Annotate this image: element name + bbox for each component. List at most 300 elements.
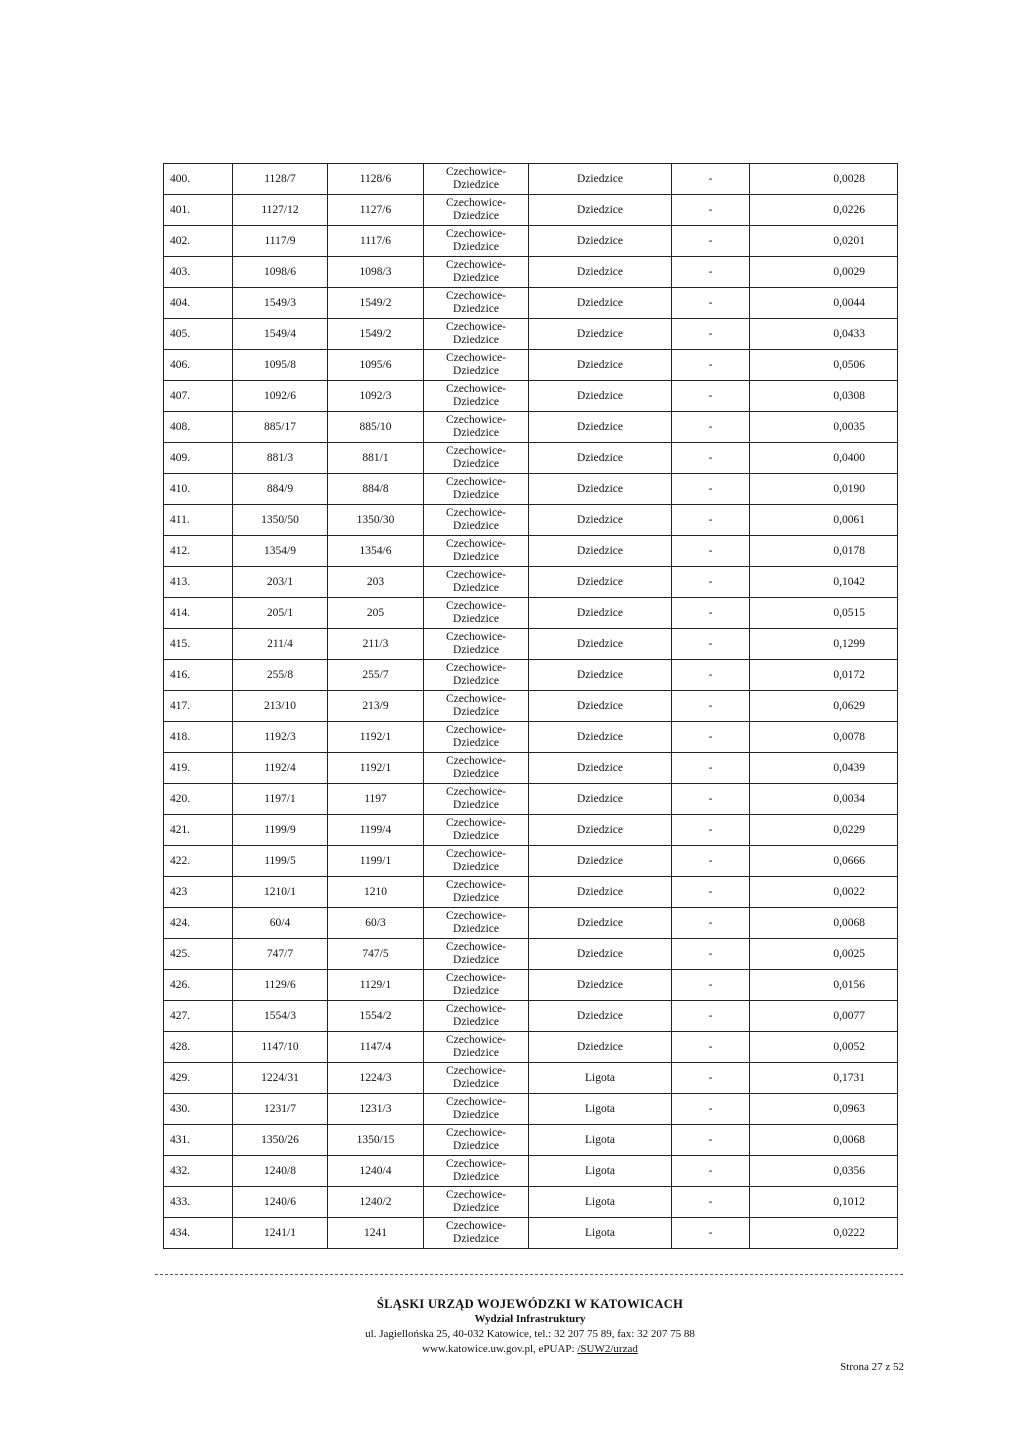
cell-cadastral-area	[529, 1156, 672, 1187]
owner-dash-text: -	[708, 1102, 713, 1115]
parcel-source-text: 211/3	[362, 637, 389, 650]
municipality-line-1: Czechowice-	[445, 1003, 507, 1015]
municipality-line-1: Czechowice-	[445, 352, 507, 364]
cell-cadastral-area	[529, 815, 672, 846]
table-row	[164, 474, 898, 505]
table-row	[164, 691, 898, 722]
cell-parcel-source	[328, 1187, 424, 1218]
cell-parcel-source	[328, 784, 424, 815]
owner-dash-text: -	[708, 265, 713, 278]
cell-cadastral-area	[529, 1032, 672, 1063]
cell-row-number	[164, 722, 233, 753]
parcel-source-text: 884/8	[362, 482, 389, 495]
parcel-new-text: 1210/1	[264, 885, 296, 898]
cell-parcel-new	[233, 784, 328, 815]
parcel-new-text: 1350/26	[261, 1133, 299, 1146]
owner-dash-text: -	[708, 327, 713, 340]
cadastral-area-text: Dziedzice	[577, 575, 623, 588]
row-number-text: 408.	[170, 420, 191, 433]
cadastral-area-text: Dziedzice	[577, 172, 623, 185]
cadastral-area-text: Dziedzice	[577, 730, 623, 743]
cell-cadastral-area	[529, 629, 672, 660]
table-row	[164, 877, 898, 908]
cell-owner-dash	[672, 877, 750, 908]
owner-dash-text: -	[708, 792, 713, 805]
cell-area-ha	[750, 753, 898, 784]
municipality-line-2: Dziedzice	[453, 799, 499, 811]
cadastral-area-text: Dziedzice	[577, 1009, 623, 1022]
area-ha-text: 0,0172	[833, 668, 865, 681]
owner-dash-text: -	[708, 482, 713, 495]
parcel-source-text: 1224/3	[359, 1071, 392, 1084]
cell-parcel-source	[328, 939, 424, 970]
row-number-text: 406.	[170, 358, 191, 371]
table-row	[164, 1218, 898, 1249]
municipality-line-2: Dziedzice	[453, 1202, 499, 1214]
municipality-line-1: Czechowice-	[445, 1189, 507, 1201]
table-row	[164, 753, 898, 784]
cell-row-number	[164, 815, 233, 846]
cell-parcel-new	[233, 1125, 328, 1156]
row-number-text: 404.	[170, 296, 191, 309]
cell-parcel-new	[233, 660, 328, 691]
owner-dash-text: -	[708, 389, 713, 402]
area-ha-text: 0,0156	[833, 978, 865, 991]
parcel-source-text: 1095/6	[359, 358, 392, 371]
parcel-new-text: 1192/3	[264, 730, 296, 743]
municipality-line-1: Czechowice-	[445, 197, 507, 209]
cell-area-ha	[750, 1187, 898, 1218]
parcel-new-text: 1199/9	[264, 823, 296, 836]
table-row	[164, 319, 898, 350]
owner-dash-text: -	[708, 730, 713, 743]
cell-cadastral-area	[529, 877, 672, 908]
cell-parcel-source	[328, 381, 424, 412]
area-ha-text: 0,1042	[833, 575, 865, 588]
parcel-new-text: 213/10	[264, 699, 296, 712]
cell-row-number	[164, 877, 233, 908]
cell-parcel-new	[233, 164, 328, 195]
cadastral-area-text: Dziedzice	[577, 482, 623, 495]
cell-row-number	[164, 691, 233, 722]
municipality-line-1: Czechowice-	[445, 414, 507, 426]
area-ha-text: 0,0077	[833, 1009, 865, 1022]
municipality-line-2: Dziedzice	[453, 241, 499, 253]
cell-parcel-new	[233, 1187, 328, 1218]
area-ha-text: 0,0044	[833, 296, 865, 309]
cadastral-area-text: Dziedzice	[577, 885, 623, 898]
cell-row-number	[164, 474, 233, 505]
parcel-source-text: 1350/30	[356, 513, 395, 526]
parcel-source-text: 1197	[364, 792, 387, 805]
row-number-text: 420.	[170, 792, 191, 805]
cell-owner-dash	[672, 784, 750, 815]
owner-dash-text: -	[708, 1195, 713, 1208]
municipality-line-1: Czechowice-	[445, 693, 507, 705]
cell-cadastral-area	[529, 939, 672, 970]
cell-area-ha	[750, 195, 898, 226]
cell-municipality	[424, 474, 529, 505]
table-row	[164, 598, 898, 629]
municipality-line-2: Dziedzice	[453, 365, 499, 377]
table-row	[164, 536, 898, 567]
cell-cadastral-area	[529, 288, 672, 319]
cell-municipality	[424, 257, 529, 288]
parcel-source-text: 1554/2	[359, 1009, 392, 1022]
cell-municipality	[424, 784, 529, 815]
cell-parcel-new	[233, 722, 328, 753]
cell-cadastral-area	[529, 164, 672, 195]
parcel-new-text: 1197/1	[264, 792, 296, 805]
cell-municipality	[424, 1001, 529, 1032]
footer-department: Wydział Infrastruktury	[474, 1313, 586, 1325]
cell-owner-dash	[672, 350, 750, 381]
cell-parcel-source	[328, 722, 424, 753]
cell-area-ha	[750, 908, 898, 939]
cell-parcel-source	[328, 1063, 424, 1094]
cell-parcel-new	[233, 505, 328, 536]
cell-municipality	[424, 288, 529, 319]
cell-area-ha	[750, 1094, 898, 1125]
area-ha-text: 0,0028	[833, 172, 865, 185]
parcel-new-text: 1240/6	[264, 1195, 296, 1208]
cadastral-area-text: Dziedzice	[577, 327, 623, 340]
owner-dash-text: -	[708, 451, 713, 464]
cell-parcel-source	[328, 195, 424, 226]
cell-parcel-new	[233, 226, 328, 257]
owner-dash-text: -	[708, 606, 713, 619]
parcel-new-text: 885/17	[264, 420, 296, 433]
cell-municipality	[424, 1156, 529, 1187]
municipality-line-1: Czechowice-	[445, 445, 507, 457]
cell-row-number	[164, 1001, 233, 1032]
parcel-source-text: 1240/2	[359, 1195, 392, 1208]
cell-area-ha	[750, 877, 898, 908]
cell-municipality	[424, 691, 529, 722]
cell-cadastral-area	[529, 1125, 672, 1156]
parcel-new-text: 1092/6	[264, 389, 296, 402]
table-row	[164, 1125, 898, 1156]
row-number-text: 430.	[170, 1102, 191, 1115]
cell-parcel-new	[233, 753, 328, 784]
cell-cadastral-area	[529, 722, 672, 753]
area-ha-text: 0,0068	[833, 1133, 865, 1146]
cell-row-number	[164, 784, 233, 815]
cell-municipality	[424, 660, 529, 691]
owner-dash-text: -	[708, 885, 713, 898]
cell-municipality	[424, 1094, 529, 1125]
municipality-line-1: Czechowice-	[445, 755, 507, 767]
cell-row-number	[164, 226, 233, 257]
cadastral-area-text: Ligota	[584, 1226, 616, 1239]
parcel-new-text: 60/4	[269, 916, 291, 929]
cell-parcel-new	[233, 1063, 328, 1094]
municipality-line-1: Czechowice-	[445, 507, 507, 519]
cell-parcel-new	[233, 1094, 328, 1125]
area-ha-text: 0,0222	[833, 1226, 865, 1239]
parcel-source-text: 1549/2	[359, 296, 392, 309]
row-number-text: 428.	[170, 1040, 191, 1053]
cell-cadastral-area	[529, 319, 672, 350]
municipality-line-2: Dziedzice	[453, 303, 499, 315]
cell-parcel-new	[233, 691, 328, 722]
parcel-source-text: 1241	[364, 1226, 387, 1239]
municipality-line-1: Czechowice-	[445, 321, 507, 333]
owner-dash-text: -	[708, 1009, 713, 1022]
footer-organization: ŚLĄSKI URZĄD WOJEWÓDZKI W KATOWICACH	[376, 1297, 684, 1311]
cell-parcel-new	[233, 412, 328, 443]
parcel-source-text: 885/10	[359, 420, 392, 433]
cell-owner-dash	[672, 660, 750, 691]
cell-owner-dash	[672, 939, 750, 970]
cell-municipality	[424, 1125, 529, 1156]
cell-owner-dash	[672, 1218, 750, 1249]
cell-area-ha	[750, 257, 898, 288]
parcel-source-text: 1350/15	[356, 1133, 395, 1146]
cell-parcel-new	[233, 908, 328, 939]
cell-row-number	[164, 195, 233, 226]
parcel-new-text: 1192/4	[264, 761, 296, 774]
table-row	[164, 412, 898, 443]
cadastral-area-text: Dziedzice	[577, 606, 623, 619]
municipality-line-1: Czechowice-	[445, 848, 507, 860]
row-number-text: 424.	[170, 916, 191, 929]
parcel-source-text: 1147/4	[359, 1040, 392, 1053]
parcel-source-text: 881/1	[362, 451, 389, 464]
cell-cadastral-area	[529, 598, 672, 629]
table-row	[164, 195, 898, 226]
parcel-source-text: 1192/1	[359, 730, 392, 743]
cell-area-ha	[750, 536, 898, 567]
area-ha-text: 0,0035	[833, 420, 865, 433]
cell-area-ha	[750, 412, 898, 443]
row-number-text: 411.	[170, 513, 190, 526]
parcel-source-text: 1129/1	[359, 978, 392, 991]
municipality-line-2: Dziedzice	[453, 1047, 499, 1059]
parcel-new-text: 1147/10	[261, 1040, 299, 1053]
cell-row-number	[164, 846, 233, 877]
cell-parcel-source	[328, 443, 424, 474]
cell-owner-dash	[672, 443, 750, 474]
cell-parcel-source	[328, 598, 424, 629]
cell-cadastral-area	[529, 536, 672, 567]
cell-parcel-source	[328, 660, 424, 691]
row-number-text: 405.	[170, 327, 191, 340]
cell-parcel-source	[328, 846, 424, 877]
cell-parcel-new	[233, 536, 328, 567]
municipality-line-2: Dziedzice	[453, 954, 499, 966]
parcel-new-text: 884/9	[266, 482, 294, 495]
municipality-line-1: Czechowice-	[445, 941, 507, 953]
table-row	[164, 1094, 898, 1125]
table-row	[164, 846, 898, 877]
municipality-line-2: Dziedzice	[453, 892, 499, 904]
cell-parcel-source	[328, 691, 424, 722]
table-row	[164, 939, 898, 970]
cell-cadastral-area	[529, 412, 672, 443]
footer-address: ul. Jagiellońska 25, 40-032 Katowice, tel.: 32 207 75 89, fax: 32 207 75 88	[365, 1328, 695, 1340]
row-number-text: 421.	[170, 823, 191, 836]
parcel-source-text: 255/7	[362, 668, 389, 681]
municipality-line-2: Dziedzice	[453, 675, 499, 687]
cell-municipality	[424, 226, 529, 257]
cell-owner-dash	[672, 567, 750, 598]
cell-municipality	[424, 381, 529, 412]
cell-municipality	[424, 443, 529, 474]
table-row	[164, 1001, 898, 1032]
municipality-line-1: Czechowice-	[445, 290, 507, 302]
cell-municipality	[424, 1032, 529, 1063]
cell-cadastral-area	[529, 226, 672, 257]
cell-parcel-source	[328, 877, 424, 908]
owner-dash-text: -	[708, 823, 713, 836]
cell-parcel-source	[328, 1094, 424, 1125]
cell-area-ha	[750, 784, 898, 815]
cell-parcel-source	[328, 536, 424, 567]
municipality-line-2: Dziedzice	[453, 644, 499, 656]
cell-parcel-source	[328, 350, 424, 381]
municipality-line-2: Dziedzice	[453, 489, 499, 501]
table-row	[164, 381, 898, 412]
cell-parcel-new	[233, 815, 328, 846]
cell-parcel-source	[328, 970, 424, 1001]
parcel-new-text: 1224/31	[261, 1071, 299, 1084]
cadastral-area-text: Dziedzice	[577, 451, 623, 464]
cell-row-number	[164, 350, 233, 381]
cell-municipality	[424, 908, 529, 939]
cell-cadastral-area	[529, 443, 672, 474]
cadastral-area-text: Dziedzice	[577, 296, 623, 309]
municipality-line-2: Dziedzice	[453, 768, 499, 780]
cell-owner-dash	[672, 412, 750, 443]
cell-area-ha	[750, 164, 898, 195]
cell-cadastral-area	[529, 846, 672, 877]
row-number-text: 410.	[170, 482, 191, 495]
row-number-text: 433.	[170, 1195, 191, 1208]
cadastral-area-text: Dziedzice	[577, 203, 623, 216]
cell-municipality	[424, 1218, 529, 1249]
cadastral-area-text: Dziedzice	[577, 234, 623, 247]
table-row	[164, 784, 898, 815]
cadastral-area-text: Dziedzice	[577, 854, 623, 867]
footer-epuap-link[interactable]: /SUW2/urzad	[577, 1343, 638, 1355]
cell-municipality	[424, 939, 529, 970]
parcel-new-text: 1240/8	[264, 1164, 296, 1177]
parcel-source-text: 213/9	[362, 699, 389, 712]
cell-row-number	[164, 443, 233, 474]
cell-owner-dash	[672, 722, 750, 753]
table-row	[164, 164, 898, 195]
area-ha-text: 0,0400	[833, 451, 865, 464]
owner-dash-text: -	[708, 854, 713, 867]
cell-municipality	[424, 629, 529, 660]
municipality-line-2: Dziedzice	[453, 1016, 499, 1028]
cell-area-ha	[750, 288, 898, 319]
area-ha-text: 0,0190	[833, 482, 865, 495]
cell-area-ha	[750, 598, 898, 629]
cell-owner-dash	[672, 288, 750, 319]
cell-municipality	[424, 195, 529, 226]
municipality-line-2: Dziedzice	[453, 613, 499, 625]
cell-row-number	[164, 629, 233, 660]
parcel-new-text: 1128/7	[264, 172, 296, 185]
cell-parcel-new	[233, 443, 328, 474]
cell-owner-dash	[672, 908, 750, 939]
parcel-source-text: 1117/6	[359, 234, 392, 247]
cell-municipality	[424, 877, 529, 908]
municipality-line-1: Czechowice-	[445, 383, 507, 395]
cell-parcel-new	[233, 970, 328, 1001]
cell-owner-dash	[672, 319, 750, 350]
owner-dash-text: -	[708, 761, 713, 774]
cadastral-area-text: Dziedzice	[577, 699, 623, 712]
cell-municipality	[424, 164, 529, 195]
cell-area-ha	[750, 1218, 898, 1249]
cell-row-number	[164, 381, 233, 412]
owner-dash-text: -	[708, 978, 713, 991]
cell-cadastral-area	[529, 970, 672, 1001]
cadastral-area-text: Dziedzice	[577, 513, 623, 526]
cell-parcel-new	[233, 1218, 328, 1249]
area-ha-text: 0,0629	[833, 699, 865, 712]
area-ha-text: 0,0178	[833, 544, 865, 557]
municipality-line-2: Dziedzice	[453, 861, 499, 873]
parcel-new-text: 1129/6	[264, 978, 296, 991]
municipality-line-2: Dziedzice	[453, 551, 499, 563]
parcel-new-text: 255/8	[266, 668, 294, 681]
municipality-line-1: Czechowice-	[445, 879, 507, 891]
parcel-new-text: 1354/9	[264, 544, 296, 557]
cell-parcel-source	[328, 815, 424, 846]
parcel-new-text: 1554/3	[264, 1009, 296, 1022]
cell-municipality	[424, 1063, 529, 1094]
parcel-source-text: 1192/1	[359, 761, 392, 774]
table-row	[164, 660, 898, 691]
cell-parcel-new	[233, 257, 328, 288]
cell-municipality	[424, 753, 529, 784]
municipality-line-2: Dziedzice	[453, 706, 499, 718]
cell-area-ha	[750, 846, 898, 877]
cell-row-number	[164, 567, 233, 598]
cell-municipality	[424, 350, 529, 381]
row-number-text: 400.	[170, 172, 191, 185]
cell-owner-dash	[672, 753, 750, 784]
cell-area-ha	[750, 381, 898, 412]
cadastral-area-text: Dziedzice	[577, 420, 623, 433]
cell-municipality	[424, 970, 529, 1001]
parcel-table	[163, 163, 898, 1249]
cell-cadastral-area	[529, 1187, 672, 1218]
area-ha-text: 0,0022	[833, 885, 865, 898]
area-ha-text: 0,1731	[833, 1071, 865, 1084]
parcel-new-text: 1231/7	[264, 1102, 296, 1115]
cell-parcel-new	[233, 288, 328, 319]
table-row	[164, 288, 898, 319]
municipality-line-2: Dziedzice	[453, 520, 499, 532]
area-ha-text: 0,0506	[833, 358, 865, 371]
cell-row-number	[164, 1032, 233, 1063]
table-row	[164, 1032, 898, 1063]
table-row	[164, 815, 898, 846]
parcel-source-text: 1127/6	[359, 203, 392, 216]
table-row	[164, 1063, 898, 1094]
row-number-text: 414.	[170, 606, 191, 619]
parcel-source-text: 1231/3	[359, 1102, 392, 1115]
cell-parcel-source	[328, 226, 424, 257]
cell-cadastral-area	[529, 505, 672, 536]
row-number-text: 431.	[170, 1133, 191, 1146]
area-ha-text: 0,1299	[833, 637, 865, 650]
